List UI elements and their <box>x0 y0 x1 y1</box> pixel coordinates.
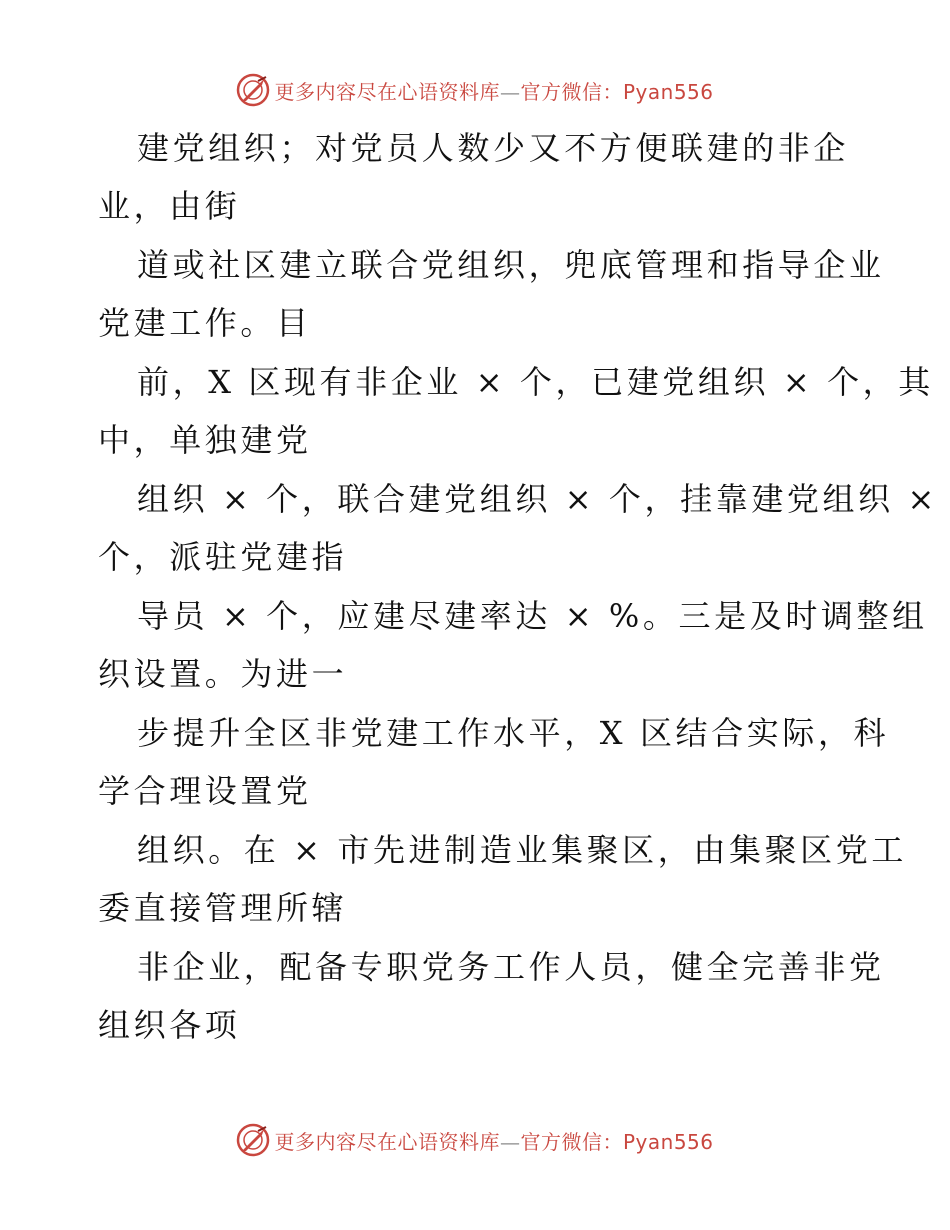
paragraph-line: 织设置。为进一 <box>98 655 348 693</box>
paragraph-line: 个，派驻党建指 <box>98 538 348 576</box>
paragraph-line: 学合理设置党 <box>98 772 312 810</box>
header-watermark-banner <box>0 70 950 110</box>
paragraph-line: 建党组织；对党员人数少又不方便联建的非企 <box>137 129 850 167</box>
paragraph-line: 组织各项 <box>98 1006 241 1044</box>
paragraph-line: 组织。在 × 市先进制造业集聚区，由集聚区党工 <box>137 831 907 869</box>
paragraph-line: 步提升全区非党建工作水平，X 区结合实际，科 <box>137 714 890 752</box>
watermark-text: 更多内容尽在心语资料库—官方微信：Pyan556 <box>274 79 714 104</box>
paragraph-line: 道或社区建立联合党组织，兜底管理和指导企业 <box>137 246 885 284</box>
paragraph-line: 中，单独建党 <box>98 421 312 459</box>
paragraph-line: 非企业，配备专职党务工作人员，健全完善非党 <box>137 948 885 986</box>
footer-watermark-banner <box>0 1120 950 1160</box>
paragraph-line: 组织 × 个，联合建党组织 × 个，挂靠建党组织 × <box>137 480 938 518</box>
paragraph-line: 前，X 区现有非企业 × 个，已建党组织 × 个，其 <box>137 363 934 401</box>
paragraph-line: 导员 × 个，应建尽建率达 × %。三是及时调整组 <box>137 597 928 635</box>
quill-pen-seal-icon <box>236 1123 270 1157</box>
paragraph-line: 委直接管理所辖 <box>98 889 348 927</box>
watermark-text: 更多内容尽在心语资料库—官方微信：Pyan556 <box>274 1129 714 1154</box>
paragraph-line: 业，由街 <box>98 187 241 225</box>
paragraph-line: 党建工作。目 <box>98 304 312 342</box>
quill-pen-seal-icon <box>236 73 270 107</box>
